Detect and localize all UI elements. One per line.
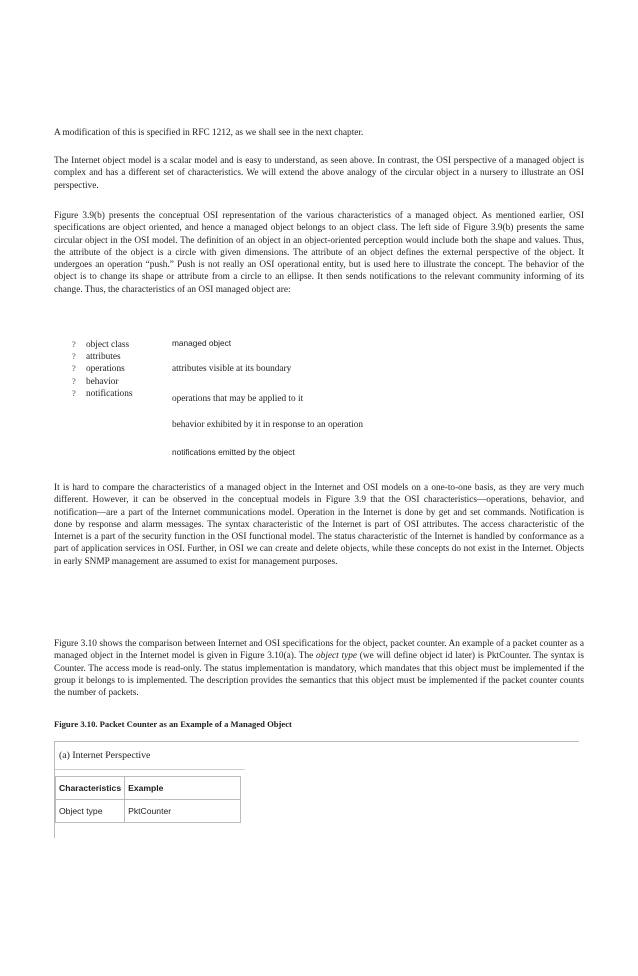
paragraph-rfc-note: A modification of this is specified in RFC 1212, as we shall see in the next chapter. [54, 128, 364, 138]
list-item: ? operations [72, 363, 125, 375]
list-item: ? behavior [72, 375, 119, 387]
figure-caption: Figure 3.10. Packet Counter as an Example of a Managed Object [54, 719, 292, 729]
description-notifications: notifications emitted by the object [172, 447, 295, 457]
characteristics-table [55, 776, 241, 823]
table-cell: Object type [56, 800, 125, 823]
paragraph-packet-counter: Figure 3.10 shows the comparison between Internet and OSI specifications for the object, packet counter. An example of a packet counter as a managed object in the Internet model is given in Figure 3.10(a). The object type (we will define object id later) is PktCounter. The syntax is Counter. The access mode is read-only. The status implementation is mandatory, which mandates that this object must be implemented if the group it belongs to is implemented. The description provides the semantics that this object must be implemented if the packet counter counts the number of packets. [54, 639, 584, 699]
divider [55, 769, 245, 770]
bullet-marker-icon: ? [72, 351, 76, 362]
description-object-class: managed object [172, 338, 232, 348]
table-header-row [56, 777, 241, 800]
bullet-marker-icon: ? [72, 363, 76, 374]
table-header-cell: Example [125, 777, 241, 800]
object-type-term: object type [316, 651, 358, 662]
figure-box [54, 741, 579, 838]
figure-title: (a) Internet Perspective [59, 750, 151, 761]
paragraph-osi-representation: Figure 3.9(b) presents the conceptual OSI representation of the various characteristics of a managed object. As mentioned earlier, OSI specifications are object oriented, and hence a managed object belongs to an object class. The left side of Figure 3.9(b) presents the same circular object in the OSI model. The definition of an object in an object-oriented perception would include both the shape and values. Thus, the attribute of the object is a circle with given dimensions. The attribute of an object defines the external perspective of the object. It undergoes an operation “push.” Push is not really an OSI operational entity, but is used here to illustrate the concept. The behavior of the object is to change its shape or attribute from a circle to an ellipse. It then sends notifications to the relevant community informing of its change. Thus, the characteristics of an OSI managed object are: [54, 211, 584, 295]
list-item: ? object class [72, 339, 130, 350]
description-operations: operations that may be applied to it [172, 394, 304, 404]
list-item: ? notifications [72, 387, 133, 399]
bullet-marker-icon: ? [72, 375, 76, 386]
paragraph-comparison: It is hard to compare the characteristics of a managed object in the Internet and OSI models on a one-to-one basis, as they are very much different. However, it can be observed in the conceptual models in Figure 3.9 that the OSI characteristics—operations, behavior, and notification—are a part of the Internet communications model. Operation in the Internet is done by get and set commands. Notification is done by response and alarm messages. The syntax characteristic of the Internet is part of OSI attributes. The access characteristic of the Internet is a part of the security function in the OSI functional model. The status characteristic of the Internet is handled by conformance as a part of application services in OSI. Further, in OSI we can create and delete objects, while these concepts do not exist in the Internet. Objects in early SNMP management are assumed to exist for management purposes. [54, 483, 584, 567]
paragraph-object-model: The Internet object model is a scalar model and is easy to understand, as seen above. In contrast, the OSI perspective of a managed object is complex and has a different set of characteristics. We will extend the above analogy of the circular object in a nursery to illustrate an OSI perspective. [54, 156, 584, 191]
description-behavior: behavior exhibited by it in response to an operation [172, 420, 364, 430]
bullet-marker-icon: ? [72, 387, 76, 398]
list-item: ? attributes [72, 351, 121, 363]
description-attributes: attributes visible at its boundary [172, 364, 292, 374]
table-cell: PktCounter [125, 800, 241, 823]
table-header-cell: Characteristics [56, 777, 125, 800]
table-row [56, 800, 241, 823]
bullet-marker-icon: ? [72, 339, 76, 349]
